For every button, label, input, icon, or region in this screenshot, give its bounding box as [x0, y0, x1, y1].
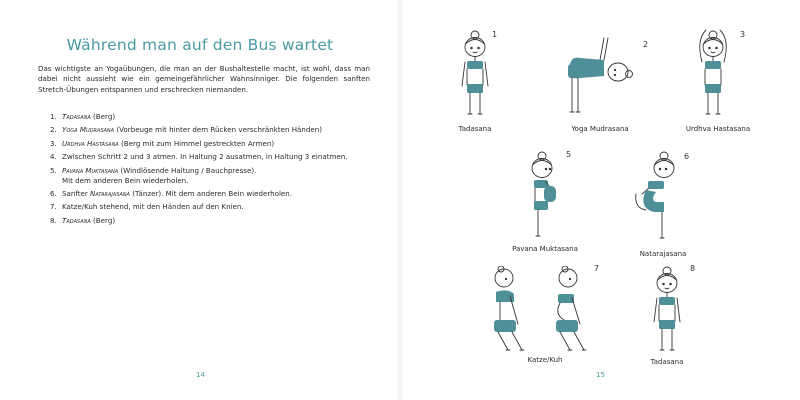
- figure-tadasana-8: [642, 264, 692, 356]
- page-number-right: 15: [596, 371, 605, 379]
- list-item: 2. Yoga Mudrasana (Vorbeuge mit hinter dem Rücken verschränkten Händen): [50, 125, 323, 135]
- list-item: 3. Urdhva Hastasana (Berg mit zum Himmel gestreckten Armen): [50, 138, 275, 148]
- figure-caption: Pavana Muktasana: [512, 245, 578, 253]
- page-number-left: 14: [196, 371, 205, 379]
- figure-pavana-muktasana: [522, 148, 572, 242]
- figure-caption: Tadasana: [458, 125, 492, 133]
- figure-number: 3: [740, 30, 746, 39]
- figure-caption: Yoga Mudrasana: [571, 125, 629, 133]
- figure-number: 7: [594, 264, 600, 273]
- figure-number: 8: [690, 264, 696, 273]
- figure-natarajasana: [634, 150, 686, 244]
- figure-caption: Tadasana: [650, 358, 684, 366]
- figure-number: 1: [492, 30, 498, 39]
- steps-list: [50, 112, 380, 229]
- list-item: 5. Pavana Muktasana (Windlösende Haltung / Bauchpresse). Mit dem anderen Bein wiederholen.: [50, 165, 257, 185]
- list-item: 4. Zwischen Schritt 2 und 3 atmen. In Haltung 2 ausatmen, in Haltung 3 einatmen.: [50, 152, 348, 162]
- figure-number: 6: [684, 152, 690, 161]
- page-title: Während man auf den Bus wartet: [66, 36, 334, 54]
- figure-number: 2: [643, 40, 649, 49]
- list-item: 6. Sanfter Natarajasana (Tänzer). Mit dem anderen Bein wiederholen.: [50, 188, 293, 198]
- figure-yoga-mudrasana: [560, 34, 640, 120]
- figure-tadasana-1: [450, 28, 500, 120]
- figure-caption: Katze/Kuh: [527, 356, 563, 364]
- figure-caption: Natarajasana: [639, 250, 687, 258]
- figure-caption: Urdhva Hastasana: [685, 125, 751, 133]
- list-item: 1. Tadasana (Berg): [50, 112, 116, 121]
- intro-paragraph: Das wichtigste an Yogaübungen, die man an der Bushaltestelle macht, ist wohl, dass man dabei nicht aussieht wie ein gemeingefährlicher Wahnsinniger. Die folgenden sanften Stretch-Übungen entspannen und erschrecken niemanden.: [38, 64, 370, 94]
- figure-urdhva-hastasana: [688, 26, 738, 120]
- list-item: 8. Tadasana (Berg): [50, 215, 116, 225]
- figure-katze-kuh: [486, 266, 596, 358]
- figure-number: 5: [566, 150, 572, 159]
- list-item: 7. Katze/Kuh stehend, mit den Händen auf den Knien.: [50, 202, 244, 212]
